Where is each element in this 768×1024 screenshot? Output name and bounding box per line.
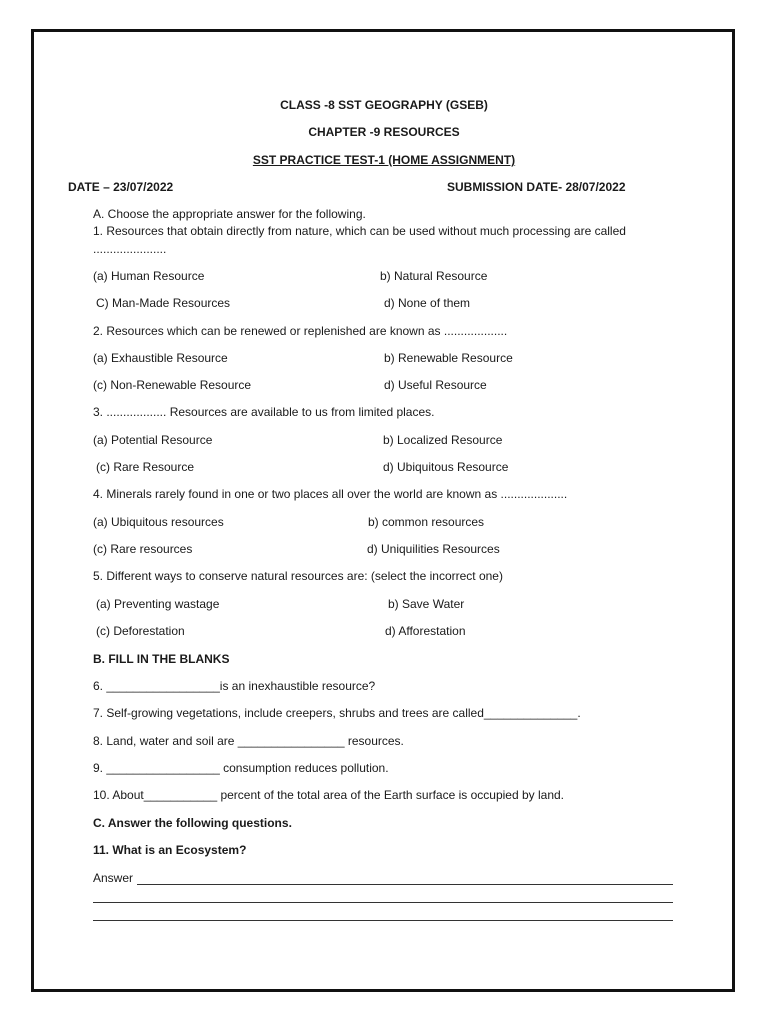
q2-option-c: (c) Non-Renewable Resource (93, 378, 252, 392)
q5-option-a: (a) Preventing wastage (96, 597, 220, 611)
question-4-stem: 4. Minerals rarely found in one or two places all over the world are known as .................... (93, 487, 568, 501)
question-3-stem: 3. .................. Resources are available to us from limited places. (93, 405, 435, 419)
q4-option-b: b) common resources (368, 515, 485, 529)
section-c-heading: C. Answer the following questions. (93, 816, 292, 830)
submission-date: SUBMISSION DATE- 28/07/2022 (447, 180, 626, 194)
test-title: SST PRACTICE TEST-1 (HOME ASSIGNMENT) (252, 153, 516, 167)
class-title: CLASS -8 SST GEOGRAPHY (GSEB) (280, 98, 488, 112)
answer-line-1 (137, 884, 673, 885)
q5-option-d: d) Afforestation (385, 624, 466, 638)
q3-option-c: (c) Rare Resource (96, 460, 195, 474)
q4-option-c: (c) Rare resources (93, 542, 193, 556)
assignment-date: DATE – 23/07/2022 (68, 180, 174, 194)
question-2-stem: 2. Resources which can be renewed or replenished are known as ................... (93, 324, 508, 338)
q2-option-a: (a) Exhaustible Resource (93, 351, 228, 365)
q2-option-b: b) Renewable Resource (384, 351, 513, 365)
q3-option-a: (a) Potential Resource (93, 433, 213, 447)
question-5-stem: 5. Different ways to conserve natural resources are: (select the incorrect one) (93, 569, 503, 583)
chapter-title: CHAPTER -9 RESOURCES (308, 125, 460, 139)
answer-label: Answer (93, 871, 134, 885)
q3-option-b: b) Localized Resource (383, 433, 503, 447)
q1-option-d: d) None of them (384, 296, 471, 310)
answer-line-2 (93, 902, 673, 903)
q1-option-c: C) Man-Made Resources (96, 296, 231, 310)
fill-blank-7: 7. Self-growing vegetations, include creepers, shrubs and trees are called______________. (93, 706, 581, 720)
fill-blank-6: 6. _________________is an inexhaustible resource? (93, 679, 376, 693)
q5-option-c: (c) Deforestation (96, 624, 185, 638)
q2-option-d: d) Useful Resource (384, 378, 487, 392)
section-b-heading: B. FILL IN THE BLANKS (93, 652, 230, 666)
question-1-stem: 1. Resources that obtain directly from nature, which can be used without much processing are called (93, 224, 626, 238)
q4-option-a: (a) Ubiquitous resources (93, 515, 224, 529)
q1-option-a: (a) Human Resource (93, 269, 205, 283)
q3-option-d: d) Ubiquitous Resource (383, 460, 509, 474)
fill-blank-8: 8. Land, water and soil are ________________ resources. (93, 734, 404, 748)
q4-option-d: d) Uniquilities Resources (367, 542, 500, 556)
fill-blank-10: 10. About___________ percent of the total area of the Earth surface is occupied by land. (93, 788, 564, 802)
question-11: 11. What is an Ecosystem? (93, 843, 247, 857)
answer-line-3 (93, 920, 673, 921)
question-1-stem-cont: ...................... (93, 242, 167, 256)
q5-option-b: b) Save Water (388, 597, 465, 611)
fill-blank-9: 9. _________________ consumption reduces pollution. (93, 761, 389, 775)
q1-option-b: b) Natural Resource (380, 269, 488, 283)
section-a-heading: A. Choose the appropriate answer for the following. (93, 207, 366, 221)
